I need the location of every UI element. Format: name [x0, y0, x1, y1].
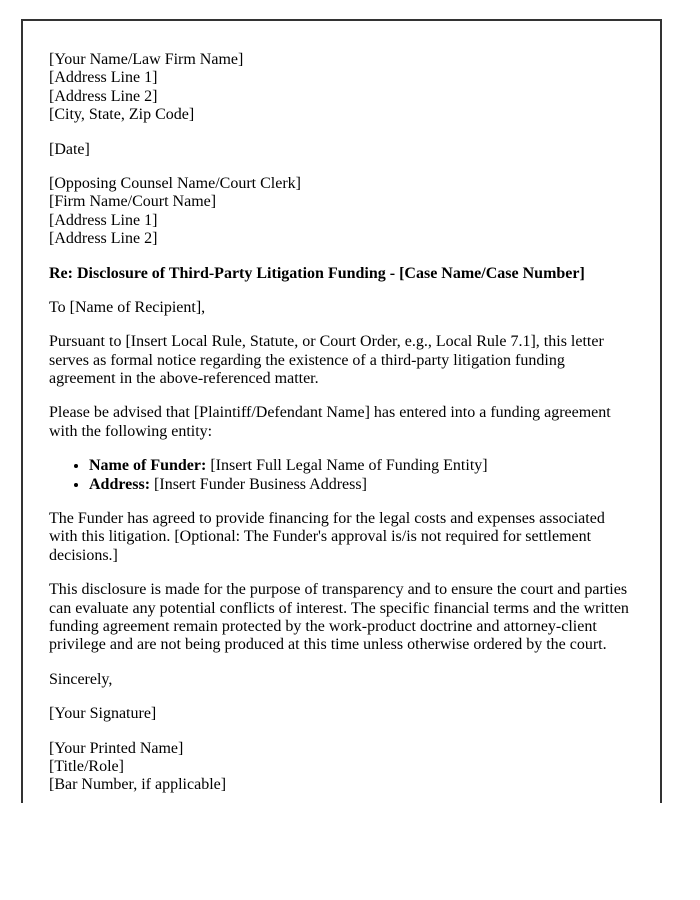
funder-name-label: Name of Funder:: [89, 457, 207, 475]
sender-city-state-zip-line: [City, State, Zip Code]: [49, 106, 195, 124]
paragraph-funding-terms: The Funder has agreed to provide financing for the legal costs and expenses associated with this litigation. [Optional: The Funder's approval is/is not required for settlement decisions.]: [49, 510, 605, 564]
funder-address-label: Address:: [89, 475, 151, 493]
signature-placeholder: [Your Signature]: [49, 705, 157, 723]
recipient-address-line-2: [Address Line 2]: [49, 230, 158, 248]
closing-line: Sincerely,: [49, 670, 113, 688]
subject-line: Re: Disclosure of Third-Party Litigation Funding - [Case Name/Case Number]: [49, 264, 585, 282]
recipient-address-block: [49, 175, 634, 249]
sender-name-line: [Your Name/Law Firm Name]: [49, 51, 244, 68]
sender-address-line-2: [Address Line 2]: [49, 87, 158, 105]
paragraph-rule-notice: Pursuant to [Insert Local Rule, Statute, or Court Order, e.g., Local Rule 7.1], this letter serves as formal notice regarding the existence of a third-party litigation funding agreement in the above-referenced matter.: [49, 333, 604, 388]
sender-address-block: [49, 51, 634, 125]
salutation-line: To [Name of Recipient],: [49, 298, 206, 316]
title-role-line: [Title/Role]: [49, 757, 124, 775]
funder-details-list: [49, 457, 634, 494]
paragraph-disclosure-purpose: This disclosure is made for the purpose of transparency and to ensure the court and parties can evaluate any potential conflicts of interest. The specific financial terms and the written funding agreement remain protected by the work-product doctrine and attorney-client privilege and are not being produced at this time unless otherwise ordered by the court.: [49, 581, 629, 654]
letter-page: [21, 19, 662, 803]
signoff-block: [49, 740, 634, 795]
printed-name-line: [Your Printed Name]: [49, 739, 184, 757]
funder-address-value: [Insert Funder Business Address]: [154, 475, 367, 493]
paragraph-funding-advice: Please be advised that [Plaintiff/Defendant Name] has entered into a funding agreement with the following entity:: [49, 404, 611, 440]
date-line: [Date]: [49, 140, 90, 158]
funder-name-value: [Insert Full Legal Name of Funding Entity]: [210, 457, 488, 475]
recipient-address-line-1: [Address Line 1]: [49, 211, 158, 229]
sender-address-line-1: [Address Line 1]: [49, 69, 158, 87]
funder-address-item: [89, 476, 634, 494]
recipient-firm-line: [Firm Name/Court Name]: [49, 193, 217, 211]
recipient-name-line: [Opposing Counsel Name/Court Clerk]: [49, 174, 301, 192]
funder-name-item: [89, 457, 634, 475]
bar-number-line: [Bar Number, if applicable]: [49, 776, 227, 794]
